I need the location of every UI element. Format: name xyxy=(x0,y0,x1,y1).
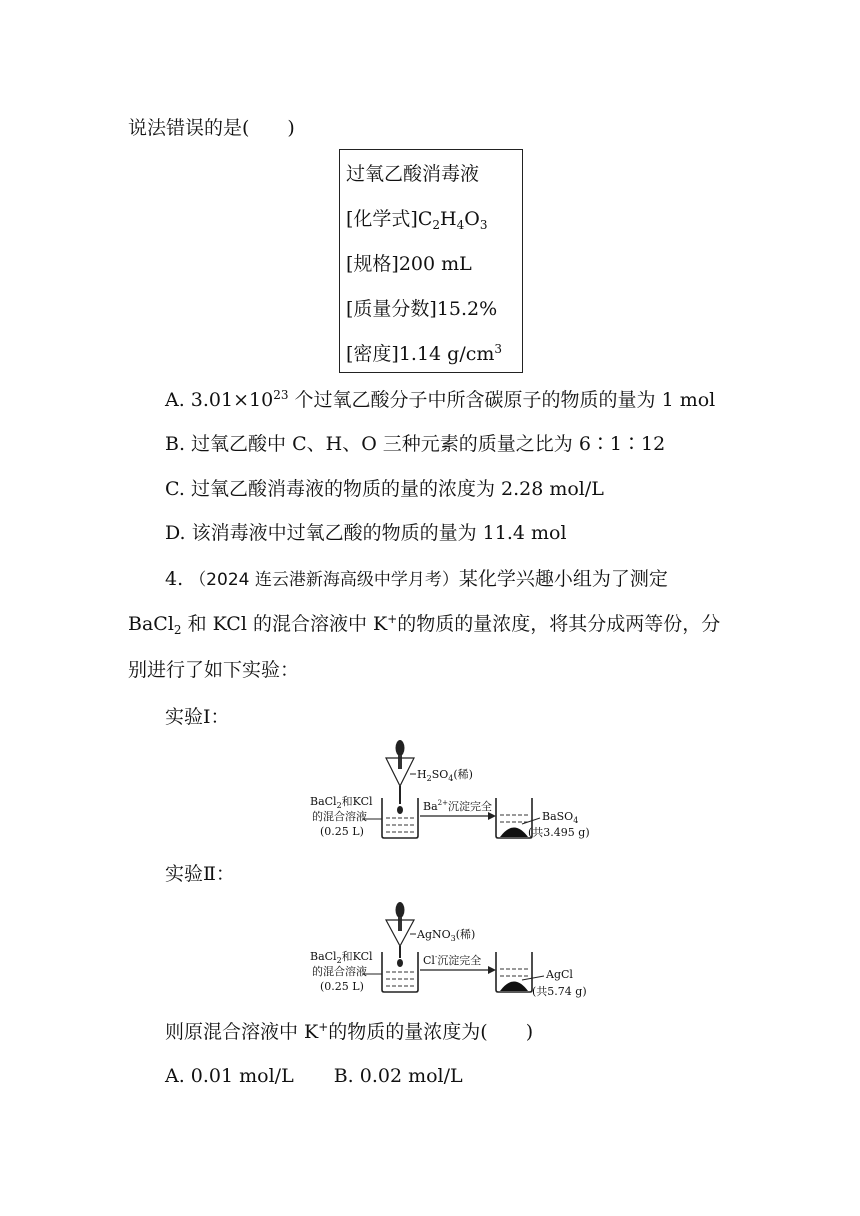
experiment-1-title: 实验Ⅰ： xyxy=(165,706,230,728)
mixture-label-line2: 的混合溶液 xyxy=(312,965,367,978)
dropper-bulb xyxy=(396,740,405,756)
arrow-label: $Ba^{2+}$沉淀完全 xyxy=(423,799,492,813)
option-c: C. 过氧乙酸消毒液的物质的量的浓度为 2.28 mol/L xyxy=(165,478,604,500)
experiment-2-diagram xyxy=(300,900,600,1004)
arrow-label: Cl-沉淀完全 xyxy=(423,953,482,967)
q4-option-b: B. 0.02 mol/L xyxy=(333,1065,463,1087)
product-label: BaSO$_4$ xyxy=(542,810,579,825)
drop xyxy=(397,806,403,814)
q4-source: （2024 连云港新海高级中学月考） xyxy=(189,570,459,590)
q4-option-a: A. 0.01 mol/L xyxy=(165,1065,294,1087)
drop xyxy=(397,959,403,967)
experiment-1-diagram xyxy=(300,738,600,850)
label-spec: [规格]200 mL xyxy=(346,253,472,275)
mixture-label-line1: BaCl$_2$和KCl xyxy=(310,795,373,810)
reagent-label: AgNO$_3$(稀) xyxy=(417,928,476,943)
reagent-label: $H_2SO_4$(稀) xyxy=(417,768,473,783)
dropper-bulb xyxy=(396,902,405,918)
label-name: 过氧乙酸消毒液 xyxy=(346,163,480,185)
mixture-label-line3: (0.25 L) xyxy=(320,980,364,993)
option-a: A. $3.01\times 10^{23}$ 个过氧乙酸分子中所含碳原子的物质的量为 1 mol xyxy=(165,388,716,411)
label-density: [密度]1.14 $g/cm^3$ xyxy=(346,342,503,365)
precipitate xyxy=(500,982,528,992)
mixture-label-line3: (0.25 L) xyxy=(320,825,364,838)
mixture-label-line1: BaCl$_2$和KCl xyxy=(310,950,373,965)
label-formula: [化学式]$C_2H_4O_3$ xyxy=(346,208,488,232)
option-b: B. 过氧乙酸中 C、H、O 三种元素的质量之比为 6∶1∶12 xyxy=(165,433,666,455)
precipitate xyxy=(500,828,528,838)
product-mass: (共3.495 g) xyxy=(528,826,590,839)
q4-stem-line2: BaCl$_2$ 和 KCl 的混合溶液中 K+的物质的量浓度，将其分成两等份，分 xyxy=(128,612,721,637)
product-label: AgCl xyxy=(546,968,573,981)
dropper-neck xyxy=(398,755,402,769)
product-mass: (共5.74 g) xyxy=(532,985,587,998)
question-intro: 说法错误的是( ) xyxy=(128,117,295,139)
dropper-neck xyxy=(398,917,402,931)
option-d: D. 该消毒液中过氧乙酸的物质的量为 11.4 mol xyxy=(165,522,567,544)
label-mass-fraction: [质量分数]15.2% xyxy=(346,298,498,320)
q4-stem-line1: 4. （2024 连云港新海高级中学月考）某化学兴趣小组为了测定 xyxy=(165,568,668,590)
q4-options xyxy=(165,1064,463,1088)
experiment-2-title: 实验Ⅱ： xyxy=(165,863,235,885)
q4-question: 则原混合溶液中 K+的物质的量浓度为( ) xyxy=(165,1020,534,1043)
product-label-box xyxy=(339,149,523,373)
mixture-label-line2: 的混合溶液 xyxy=(312,810,367,823)
q4-stem-line3: 别进行了如下实验： xyxy=(128,659,300,681)
